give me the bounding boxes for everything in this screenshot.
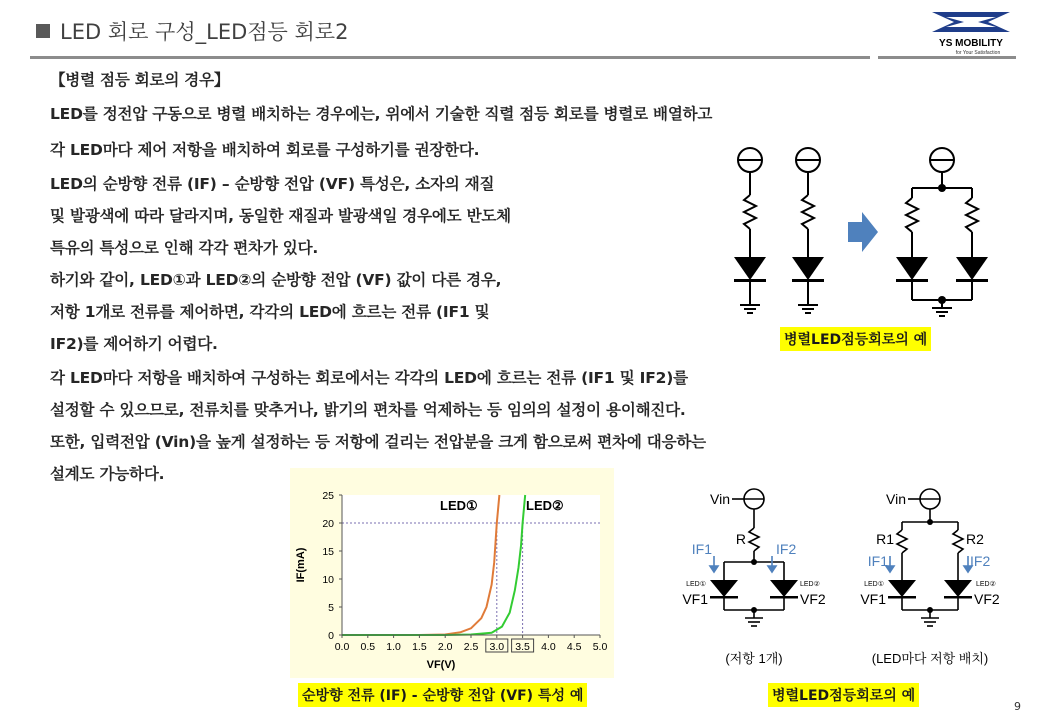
body-line-2: 각 LED마다 제어 저항을 배치하여 회로를 구성하기를 권장한다. [50,141,480,159]
c1-led1-label: LED① [686,581,706,588]
page-number: 9 [1014,700,1021,713]
caption-parallel-example-top: 병렬LED점등회로의 예 [780,327,931,351]
title-bullet-square [36,24,50,38]
x-tick-label: 0.5 [360,641,376,653]
x-tick-label: 2.0 [437,641,453,653]
junction-dot-icon [751,607,757,613]
c2-r2-label: R2 [966,531,984,547]
c1-r-label: R [735,531,746,547]
junction-dot-icon [927,607,933,613]
x-axis-label: VF(V) [426,659,456,671]
right-arrow-icon [848,212,878,252]
body-line-10: 설정할 수 있으므로, 전류치를 맞추거나, 밝기의 편차를 억제하는 등 임의의 설정이 용이해진다. [50,401,686,419]
led-diode-icon [944,580,972,597]
x-tick-label: 1.0 [386,641,401,653]
current-arrow-icon [768,566,776,572]
caption-iv-characteristics: 순방향 전류 (IF) - 순방향 전압 (VF) 특성 예 [298,683,587,707]
logo-name: YS MOBILITY [939,38,1003,49]
c2-if2-label: IF2 [970,553,991,569]
header-rule [30,56,870,59]
caption-parallel-example-bottom: 병렬LED점등회로의 예 [768,683,919,707]
page-title-text: LED 회로 구성_LED점등 회로2 [60,20,349,44]
y-tick-label: 5 [328,602,334,614]
c1-if1-label: IF1 [691,541,712,557]
c2-r1-label: R1 [876,531,894,547]
c2-led1-label: LED① [864,581,884,588]
company-logo [916,8,1026,56]
logo-tagline: for Your Satisfaction [955,50,1001,56]
led-diode-icon [710,580,738,597]
header-rule-right [878,56,1016,59]
plot-area [342,495,600,635]
led-diode-icon [734,257,766,280]
x-tick-label: 4.5 [566,641,582,653]
body-line-8: IF2)를 제어하기 어렵다. [50,335,218,353]
body-line-3: LED의 순방향 전류 (IF) – 순방향 전압 (VF) 특성은, 소자의 재질 [50,175,495,193]
parallel-led-circuit-illustration [700,140,1000,325]
junction-dot-icon [938,296,946,304]
series-label-1: LED① [440,498,478,513]
x-tick-label: 5.0 [592,641,608,653]
led-diode-icon [956,257,988,280]
c2-led2-label: LED② [976,581,996,588]
x-tick-label: 3.0 [489,641,505,653]
body-line-7: 저항 1개로 전류를 제어하면, 각각의 LED에 흐르는 전류 (IF1 및 [50,303,490,321]
c1-led2-label: LED② [800,581,820,588]
x-tick-label: 1.5 [412,641,427,653]
c2-caption: (LED마다 저항 배치) [871,651,989,666]
c1-vf2-label: VF2 [800,591,826,607]
series-label-2: LED② [526,498,564,513]
body-line-1: LED를 정전압 구동으로 병렬 배치하는 경우에는, 위에서 기술한 직렬 점등 회로를 병렬로 배열하고 [50,105,713,123]
body-line-6: 하기와 같이, LED①과 LED②의 순방향 전압 (VF) 값이 다른 경우, [50,271,502,289]
x-tick-label: 2.5 [463,641,479,653]
y-tick-label: 20 [322,518,334,530]
body-line-5: 특유의 특성으로 인해 각각 편차가 있다. [50,239,319,257]
c2-vf1-label: VF1 [860,591,886,607]
c1-vin-label: Vin [710,491,730,507]
junction-dot-icon [751,559,757,565]
body-line-4: 및 발광색에 따라 달라지며, 동일한 재질과 발광색일 경우에도 반도체 [50,207,511,225]
y-axis-label: IF(mA) [295,547,307,583]
c2-vf2-label: VF2 [974,591,1000,607]
body-line-11: 또한, 입력전압 (Vin)을 높게 설정하는 등 저항에 걸리는 전압분을 크게 함으로써 편차에 대응하는 [50,433,706,451]
c1-vf1-label: VF1 [682,591,708,607]
led-diode-icon [888,580,916,597]
led-diode-icon [792,257,824,280]
y-tick-label: 10 [322,574,334,586]
junction-dot-icon [938,184,946,192]
current-control-circuits [680,480,1020,680]
body-line-9: 각 LED마다 저항을 배치하여 구성하는 회로에서는 각각의 LED에 흐르는 전류 (IF1 및 IF2)를 [50,369,688,387]
c2-if1-label: IF1 [867,553,888,569]
section-heading: 【병렬 점등 회로의 경우】 [50,71,230,89]
y-tick-label: 25 [322,490,334,502]
body-line-12: 설계도 가능하다. [50,465,165,483]
led-diode-icon [770,580,798,597]
x-tick-label: 4.0 [541,641,556,653]
page-title [36,16,348,46]
x-tick-label: 0.0 [334,641,350,653]
c1-caption: (저항 1개) [725,651,783,666]
y-tick-label: 0 [328,630,334,642]
iv-chart [290,468,614,678]
c2-vin-label: Vin [886,491,906,507]
led-diode-icon [896,257,928,280]
y-tick-label: 15 [322,546,334,558]
c1-if2-label: IF2 [776,541,797,557]
current-arrow-icon [710,566,718,572]
x-tick-label: 3.5 [515,641,530,653]
junction-dot-icon [927,519,933,525]
